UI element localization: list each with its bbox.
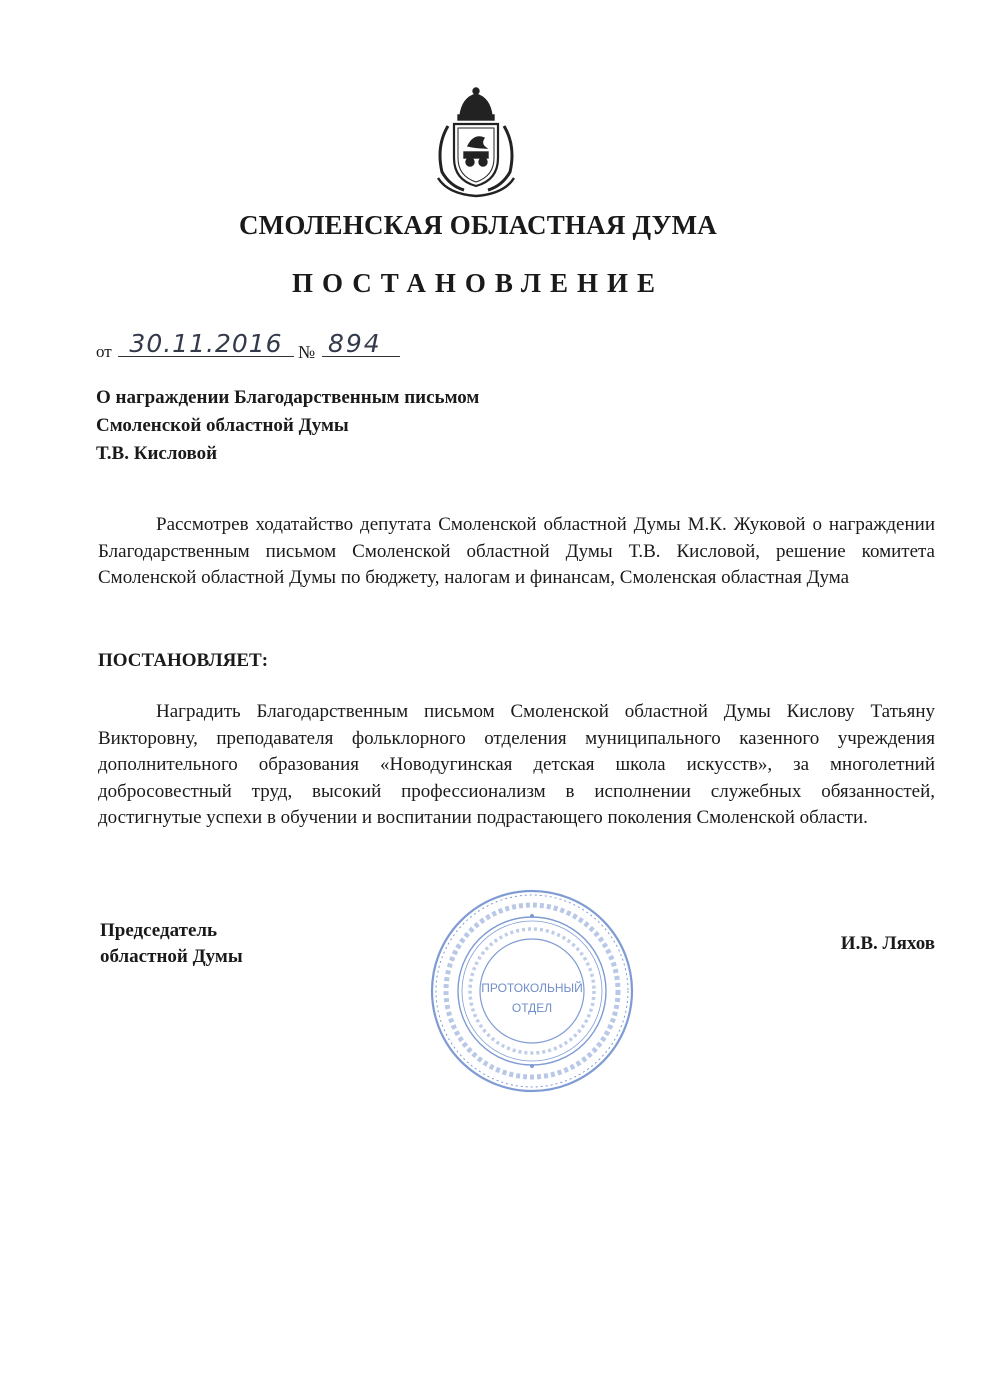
number-label: № — [298, 342, 316, 362]
subject-line: О награждении Благодарственным письмом — [96, 387, 480, 408]
stamp-line: ПРОТОКОЛЬНЫЙ — [481, 981, 583, 995]
document-subject — [96, 384, 696, 468]
document-type-heading: ПОСТАНОВЛЕНИЕ — [291, 268, 665, 298]
stamp-center-text — [429, 978, 635, 1018]
date-number-line — [96, 329, 416, 366]
preamble-paragraph: Рассмотрев ходатайство депутата Смоленской областной Думы М.К. Жуковой о награждении Благодарственным письмом Смоленской областной Думы Т.В. Кисловой, решение комитета Смоленской областной Думы по бюджету, налогам и финансам, Смоленская областная Дума — [98, 514, 935, 588]
stamp-line: ОТДЕЛ — [511, 1001, 553, 1015]
signatory-position — [100, 918, 243, 970]
date-value: 30.11.2016 — [118, 332, 294, 357]
resolution-paragraph: Наградить Благодарственным письмом Смоленской областной Думы Кислову Татьяну Викторовну, преподавателя фольклорного отделения муниципального казенного учреждения дополнительного образования «Новодугинская детская школа искусств», за многолетний добросовестный труд, высокий профессионализм в исполнении служебных обязанностей, достигнутые успехи в обучении и воспитании подрастающего поколения Смоленской области. — [98, 701, 935, 828]
position-line: областной Думы — [100, 946, 243, 967]
organization-title: СМОЛЕНСКАЯ ОБЛАСТНАЯ ДУМА — [238, 210, 717, 240]
smolensk-coat-of-arms-icon — [428, 86, 524, 198]
date-label: от — [96, 342, 112, 361]
decree-heading: ПОСТАНОВЛЯЕТ: — [98, 650, 269, 671]
number-value: 894 — [322, 332, 400, 357]
signatory-name: И.В. Ляхов — [840, 933, 935, 954]
subject-line: Смоленской областной Думы — [96, 415, 349, 436]
position-line: Председатель — [100, 920, 218, 941]
subject-line: Т.В. Кисловой — [96, 443, 218, 464]
